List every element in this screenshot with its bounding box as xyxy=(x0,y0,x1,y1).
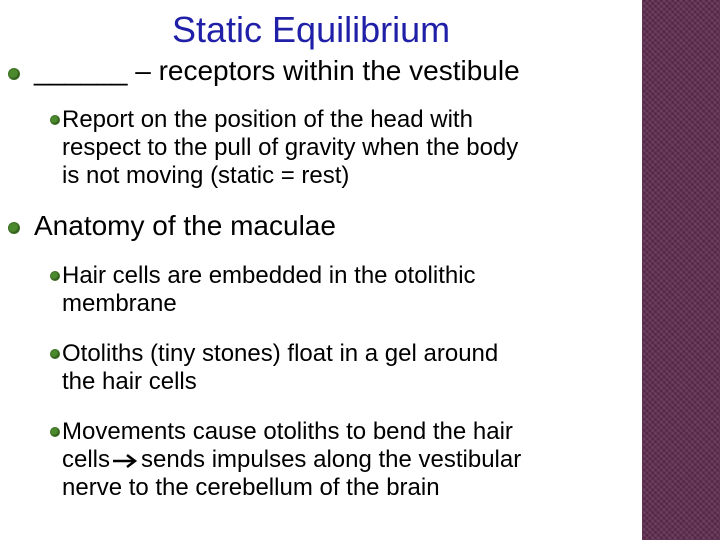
sub-bullet-text: cells xyxy=(62,446,111,473)
slide-title: Static Equilibrium xyxy=(172,9,451,50)
bullet-dot-icon xyxy=(9,223,19,233)
bullet-dot-icon xyxy=(51,272,59,280)
sub-bullet-line: Hair cells are embedded in the otolithic xyxy=(62,262,476,289)
bullet-receptors: ______ – receptors within the vestibule xyxy=(34,55,520,86)
sub-bullet-line: Report on the position of the head with xyxy=(62,106,473,133)
bullet-dot-icon xyxy=(51,350,59,358)
sub-bullet-otoliths xyxy=(62,340,498,396)
sub-bullet-movements xyxy=(62,418,521,502)
decorative-sidebar xyxy=(642,0,720,540)
right-arrow-icon xyxy=(112,453,138,469)
bullet-dot-icon xyxy=(51,428,59,436)
sub-bullet-line: the hair cells xyxy=(62,368,197,395)
sub-bullet-line: respect to the pull of gravity when the body xyxy=(62,134,519,161)
sub-bullet-line: membrane xyxy=(62,290,177,317)
sub-bullet-line: nerve to the cerebellum of the brain xyxy=(62,474,440,501)
sub-bullet-line: is not moving (static = rest) xyxy=(62,162,350,189)
sub-bullet-line: Otoliths (tiny stones) float in a gel around xyxy=(62,340,499,367)
sub-bullet-hair-cells xyxy=(62,262,476,318)
sub-bullet-line xyxy=(62,446,521,474)
sub-bullet-line: Movements cause otoliths to bend the hair xyxy=(62,418,513,445)
bullet-dot-icon xyxy=(9,69,19,79)
sub-bullet-report xyxy=(62,106,518,190)
bullet-anatomy: Anatomy of the maculae xyxy=(34,210,336,241)
bullet-dot-icon xyxy=(51,116,59,124)
sub-bullet-text: sends impulses along the vestibular xyxy=(141,446,522,473)
